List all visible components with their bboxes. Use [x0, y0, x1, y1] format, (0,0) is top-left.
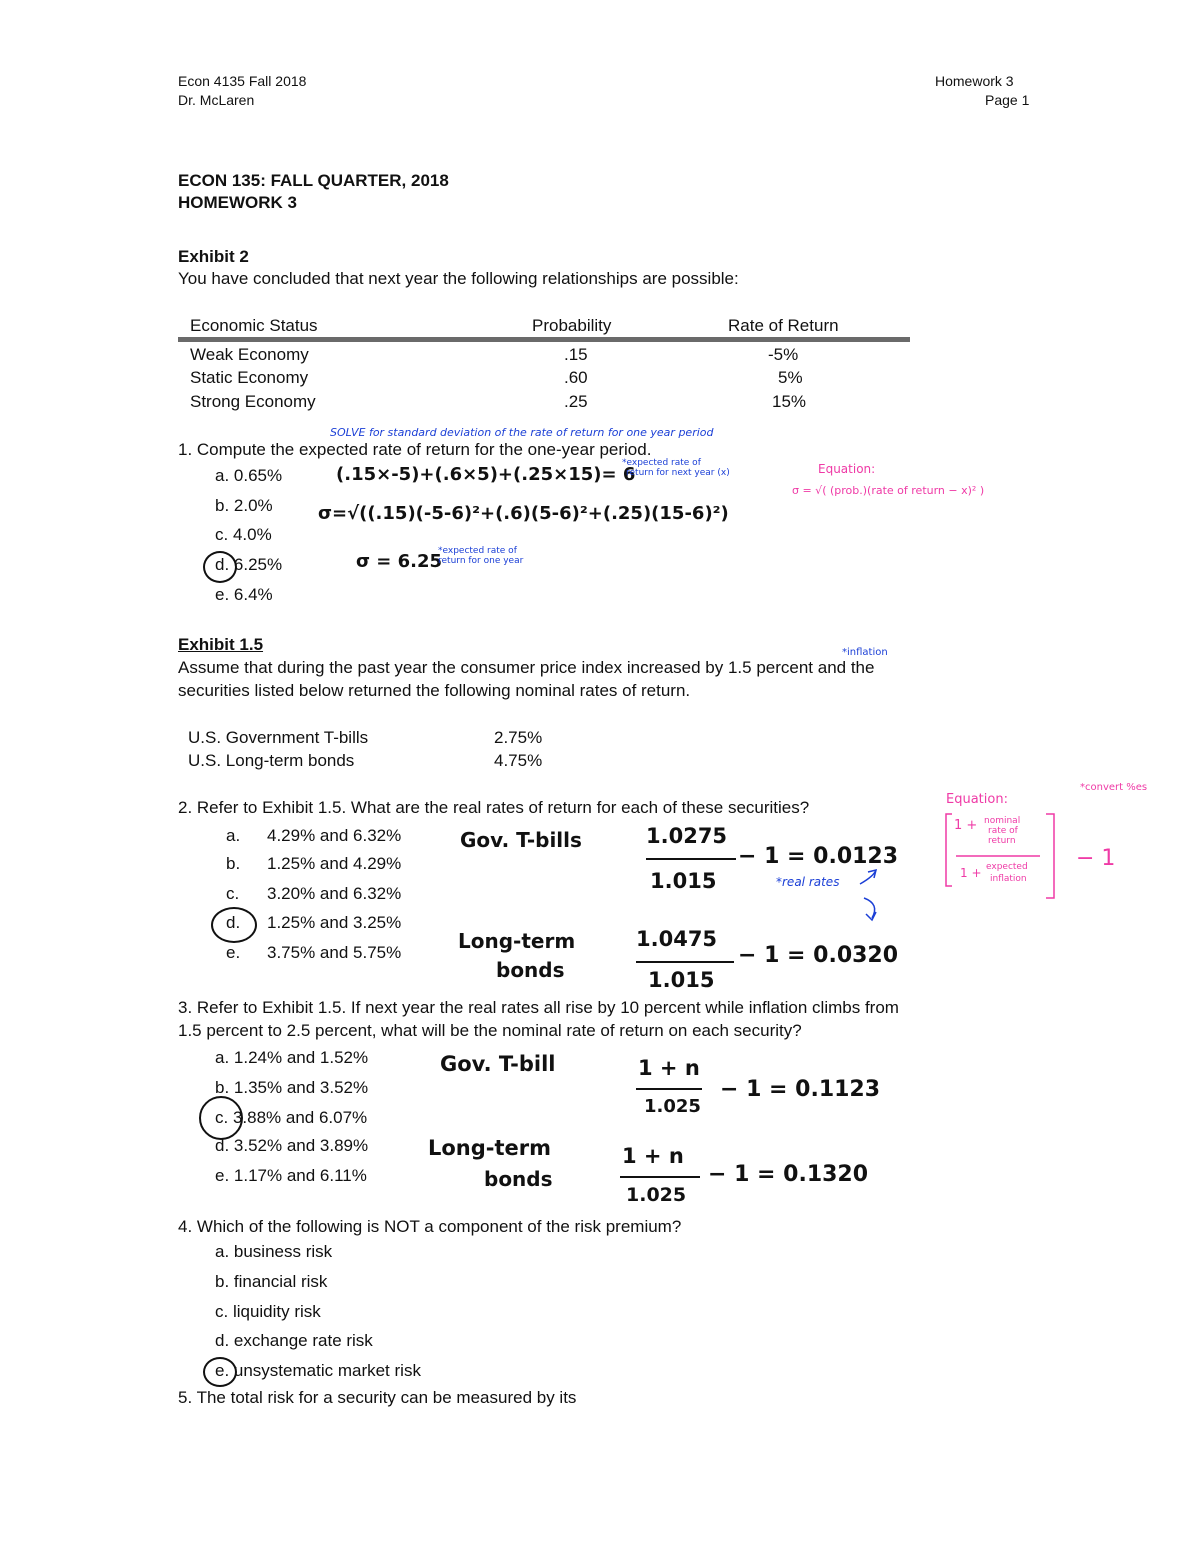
security-rate: 4.75%	[494, 751, 543, 770]
table-cell-prob: .60	[564, 368, 588, 387]
q5-question: 5. The total risk for a security can be measured by its	[178, 1388, 577, 1407]
document-title: ECON 135: FALL QUARTER, 2018	[178, 171, 449, 190]
handwritten-equation-label: Equation:	[946, 792, 1008, 807]
q2-question: 2. Refer to Exhibit 1.5. What are the real rates of return for each of these securities?	[178, 798, 810, 817]
handwritten-denominator: 1.025	[626, 1184, 687, 1206]
exhibit15-intro-line2: securities listed below returned the following nominal rates of return.	[178, 681, 691, 700]
fraction-bar	[620, 1176, 700, 1178]
q2-option-letter: a.	[226, 826, 241, 845]
q3-question-line2: 1.5 percent to 2.5 percent, what will be the nominal rate of return on each security?	[178, 1021, 802, 1040]
q1-question: 1. Compute the expected rate of return for the one-year period.	[178, 440, 652, 459]
page-number: Page 1	[985, 92, 1030, 108]
equation-text: rate of	[988, 826, 1018, 836]
handwritten-note: *inflation	[842, 647, 888, 658]
handwritten-note: return for next year (x)	[626, 468, 730, 478]
handwritten-result: − 1 = 0.0320	[738, 943, 899, 968]
handwritten-label: Long-term	[458, 929, 576, 953]
security-name: U.S. Long-term bonds	[188, 751, 355, 770]
exhibit15-heading: Exhibit 1.5	[178, 635, 264, 654]
table-cell-prob: .25	[564, 392, 588, 411]
handwritten-denominator: 1.015	[648, 968, 715, 992]
q2-option-c: 3.20% and 6.32%	[267, 884, 402, 903]
handwritten-label: bonds	[484, 1167, 553, 1191]
q2-option-d: 1.25% and 3.25%	[267, 913, 402, 932]
handwritten-calculation: (.15×-5)+(.6×5)+(.25×15)= 6	[336, 464, 636, 485]
q1-option-b: b. 2.0%	[215, 496, 273, 515]
equation-text: 1 +	[960, 866, 982, 880]
q4-question: 4. Which of the following is NOT a component of the risk premium?	[178, 1217, 682, 1236]
table-rule	[178, 337, 910, 342]
exhibit2-heading: Exhibit 2	[178, 247, 249, 266]
q3-option-b: b. 1.35% and 3.52%	[215, 1078, 369, 1097]
q3-option-d: d. 3.52% and 3.89%	[215, 1136, 369, 1155]
security-name: U.S. Government T-bills	[188, 728, 369, 747]
handwritten-denominator: 1.015	[650, 869, 717, 893]
handwritten-label: Gov. T-bill	[440, 1052, 556, 1076]
equation-text: expected	[986, 862, 1028, 872]
q4-option-e: e. unsystematic market risk	[215, 1361, 421, 1380]
handwritten-label: Long-term	[428, 1136, 552, 1160]
handwritten-numerator: 1 + n	[638, 1056, 700, 1080]
column-probability: Probability	[532, 316, 612, 335]
equation-text: nominal	[984, 816, 1021, 826]
table-cell-status: Strong Economy	[190, 392, 316, 411]
answer-circle	[203, 1357, 237, 1387]
handwritten-label: bonds	[496, 958, 565, 982]
answer-circle	[211, 907, 257, 943]
table-cell-rate: 5%	[778, 368, 803, 387]
table-cell-prob: .15	[564, 345, 588, 364]
column-rate-of-return: Rate of Return	[728, 316, 839, 335]
q3-option-a: a. 1.24% and 1.52%	[215, 1048, 369, 1067]
answer-circle	[199, 1096, 243, 1140]
q4-option-b: b. financial risk	[215, 1272, 328, 1291]
arrow-icon	[846, 868, 886, 923]
table-cell-status: Weak Economy	[190, 345, 309, 364]
handwritten-denominator: 1.025	[644, 1096, 701, 1117]
handwritten-sigma-formula: σ=√((.15)(-5-6)²+(.6)(5-6)²+(.25)(15-6)²)	[318, 503, 729, 524]
equation-text: − 1	[1076, 846, 1116, 871]
equation-text: inflation	[990, 874, 1027, 884]
handwritten-numerator: 1.0275	[646, 824, 728, 848]
equation-text: 1 +	[954, 818, 978, 833]
security-rate: 2.75%	[494, 728, 543, 747]
q4-option-c: c. liquidity risk	[215, 1302, 321, 1321]
q2-option-letter: e.	[226, 943, 241, 962]
q1-option-c: c. 4.0%	[215, 525, 272, 544]
handwritten-equation-label: Equation:	[818, 462, 876, 476]
handwritten-equation: σ = √( (prob.)(rate of return − x)² )	[792, 484, 985, 497]
q2-option-letter: b.	[226, 854, 241, 873]
handwritten-note: *expected rate of	[438, 546, 517, 556]
assignment-header: Homework 3	[935, 73, 1014, 89]
q3-option-e: e. 1.17% and 6.11%	[215, 1166, 367, 1185]
q4-option-a: a. business risk	[215, 1242, 333, 1261]
q2-option-letter: d.	[226, 913, 241, 932]
handwritten-numerator: 1 + n	[622, 1144, 684, 1168]
q2-option-letter: c.	[226, 884, 240, 903]
handwritten-note: *convert %es	[1080, 782, 1148, 793]
handwritten-note: *real rates	[776, 875, 840, 889]
handwritten-numerator: 1.0475	[636, 927, 718, 951]
handwritten-note: return for one year	[438, 556, 524, 566]
q2-option-a: 4.29% and 6.32%	[267, 826, 402, 845]
handwritten-result: − 1 = 0.0123	[738, 844, 899, 869]
fraction-bar	[646, 858, 736, 860]
q1-option-d: d. 6.25%	[215, 555, 283, 574]
handwritten-result: − 1 = 0.1320	[708, 1162, 869, 1187]
table-cell-rate: 15%	[772, 392, 807, 411]
q3-option-c: c. 3.88% and 6.07%	[215, 1108, 368, 1127]
instructor-header: Dr. McLaren	[178, 92, 255, 108]
answer-circle	[203, 551, 237, 583]
handwritten-label: Gov. T-bills	[460, 828, 582, 852]
q1-option-a: a. 0.65%	[215, 466, 283, 485]
handwritten-note: SOLVE for standard deviation of the rate of return for one year period	[330, 426, 714, 439]
course-header: Econ 4135 Fall 2018	[178, 73, 307, 89]
document-subtitle: HOMEWORK 3	[178, 193, 297, 212]
q2-option-b: 1.25% and 4.29%	[267, 854, 402, 873]
table-cell-rate: -5%	[768, 345, 799, 364]
exhibit2-intro: You have concluded that next year the following relationships are possible:	[178, 269, 739, 288]
fraction-bar	[636, 961, 734, 963]
table-cell-status: Static Economy	[190, 368, 309, 387]
exhibit15-intro-line1: Assume that during the past year the consumer price index increased by 1.5 percent and the	[178, 658, 875, 677]
column-economic-status: Economic Status	[190, 316, 318, 335]
q2-option-e: 3.75% and 5.75%	[267, 943, 402, 962]
q4-option-d: d. exchange rate risk	[215, 1331, 373, 1350]
fraction-bar	[636, 1088, 702, 1090]
q3-question-line1: 3. Refer to Exhibit 1.5. If next year the real rates all rise by 10 percent while inflation climbs from	[178, 998, 899, 1017]
handwritten-result: − 1 = 0.1123	[720, 1077, 881, 1102]
handwritten-sigma-result: σ = 6.25	[356, 551, 443, 572]
handwritten-note: *expected rate of	[622, 458, 701, 468]
equation-text: return	[988, 836, 1016, 846]
q1-option-e: e. 6.4%	[215, 585, 273, 604]
